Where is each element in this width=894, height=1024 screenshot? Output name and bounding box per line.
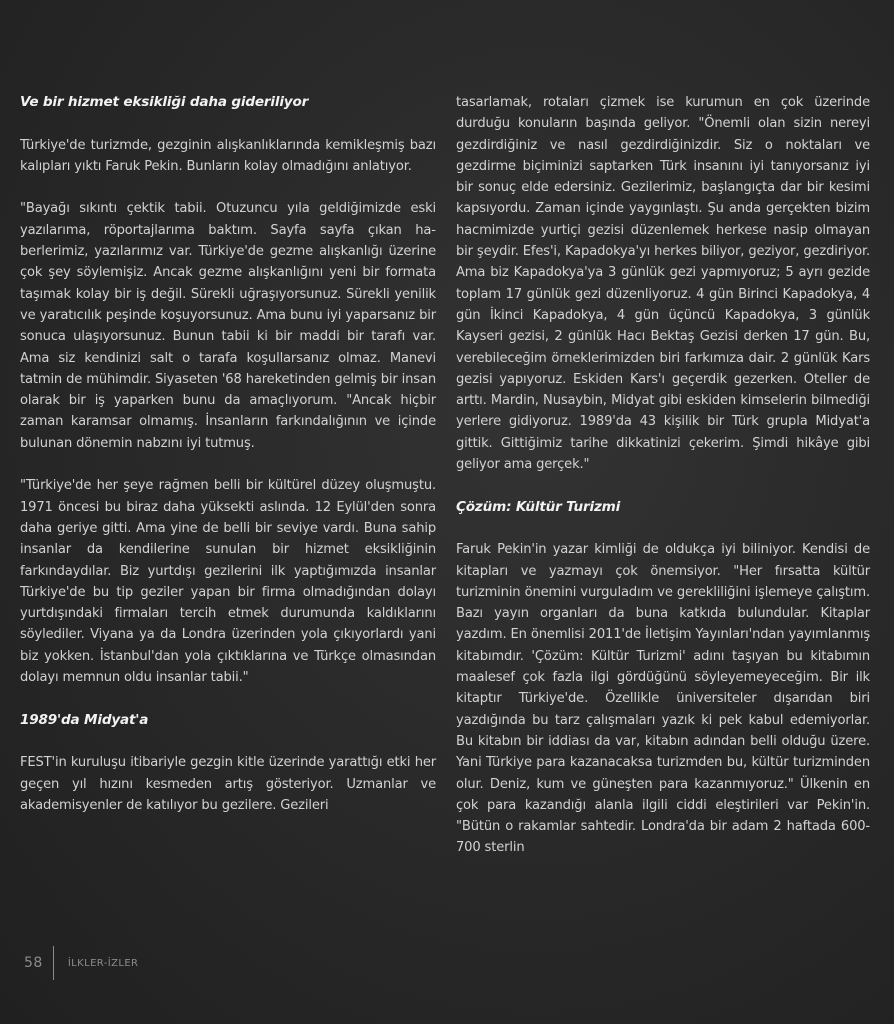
paragraph: "Bayağı sıkıntı çektik tabii. Otuzuncu yıla geldiğimizde eski yazılarıma, röportajlarıma baktım. Sayfa sayfa çıkan haberlerimiz, yazılarımız var. Türkiye'de gezme alışkanlığı üzerine çok şey söylemişiz. Ancak gezme alışkanlığını yeni bir formata taşımak kolay bir iş değil. Sürekli uğraşıyorsunuz. Sürekli yenilik ve yaratıcılık peşinde koşuyorsunuz. Ama bunu iyi yaparsanız bir sonuca ulaşıyorsunuz. Bunun tabii ki bir maddi bir tarafı var. Ama siz kendinizi salt o tarafa koşullarsanız olmaz. Manevi tatmin de mühimdir. Siyaseten '68 hareketinden gelmiş bir insan olarak bir iş yaparken bunu da amaçlıyorum. "Ancak hiçbir zaman karamsar olmamış. İnsanların farkındalığının ve içinde bulunan dönemin nabzını iyi tutmuş. xyxy=(20,201,436,451)
right-column xyxy=(456,92,870,880)
paragraph: Faruk Pekin'in yazar kimliği de oldukça iyi biliniyor. Kendisi de kitapları ve yazmayı çok önemsiyor. "Her fırsatta kültür turizminin önemini vurguladım ve gerekliliğini işlemeye çalıştım. Bazı yayın organları da buna katkıda bulundular. Kitaplar yazdım. En önemlisi 2011'de İletişim Yayınları'ndan yayımlanmış kitabımdır. 'Çözüm: Kültür Turizmi' adını taşıyan bu kitabımın maalesef çok fazla ilgi gördüğünü söyleyemeyeceğim. Bir ilk kitaptır Türkiye'de. Özellikle üniversiteler dışarıdan biri yazdığında bu tarz çalışmaları yazık ki pek kabul edemiyorlar. Bu kitabın bir iddiası da var, kitabın adından belli olduğu üzere. Yani Türkiye para kazanacaksa turizmden bu, kültür turizminden olur. Deniz, kum ve güneşten para kazanmıyoruz." Ülkenin en çok para kazandığı alanla ilgili ciddi eleştirileri var Pekin'in. "Bütün o rakamlar sahtedir. Londra'da bir adam 2 haftada 600-700 sterlin xyxy=(456,542,870,856)
page-number: 58 xyxy=(24,955,43,971)
section-heading-kultur-turizmi: Çözüm: Kültür Turizmi xyxy=(456,498,621,515)
journal-name: İLKLER-İZLER xyxy=(67,957,139,969)
paragraph: tasarlamak, rotaları çizmek ise kurumun en çok üzerinde durduğu konuların başında geliyor. "Önemli olan sizin nereyi gezdirdiğiniz ve nasıl gezdirdiğinizdir. Siz o noktaları ve gezdirme biçiminizi saptarken Türk insanını iyi tanıyorsanız iyi bir sonuç elde edersiniz. Gezilerimiz, başlangıçta dar bir kesimi kapsıyordu. Zaman içinde yaygınlaştı. Şu anda gerçekten bizim hacmimizde yurtiçi gezisi düzenlemek herkese nasip olmayan bir şeydir. Efes'i, Kapadokya'yı herkes biliyor, geziyor, gezdiriyor. Ama biz Kapadokya'ya 3 günlük gezi yapmıyoruz; 5 ayrı gezide toplam 17 günlük gezi düzenliyoruz. 4 gün Birinci Kapadokya, 4 gün İkinci Kapadokya, 4 gün üçüncü Kapadokya, 3 günlük Kayseri gezisi, 2 günlük Hacı Bektaş Gezisi derken 17 gün. Bu, verebileceğim örneklerimizden biri farkımıza dair. 2 günlük Kars gezisi yapıyoruz. Eskiden Kars'ı geçerdik gezerken. Oteller de arttı. Mardin, Nusaybin, Midyat gibi eskiden kimselerin bilmediği yerlere gidiyoruz. 1989'da 43 kişilik bir Türk grupla Midyat'a gittik. Gittiğimiz tarihe dikkatinizi çekerim. Şimdi hikâye gibi geliyor ama gerçek." xyxy=(456,95,870,473)
paragraph: FEST'in kuruluşu itibariyle gezgin kitle üzerinde yarattığı etki her geçen yıl hızını kesmeden artış gösteriyor. Uzmanlar ve akademisyenler de katılıyor bu gezilere. Gezileri xyxy=(20,755,436,813)
footer-divider xyxy=(53,946,54,980)
section-heading-midyat: 1989'da Midyat'a xyxy=(20,711,149,728)
section-heading-hizmet: Ve bir hizmet eksikliği daha gideriliyor xyxy=(20,94,309,110)
paragraph: "Türkiye'de her şeye rağmen belli bir kültürel düzey oluşmuştu. 1971 öncesi bu biraz daha yüksekti aslında. 12 Eylül'den sonra daha geriye gitti. Ama yine de belli bir seviye vardı. Buna sahip insanlar da kendilerine sunulan bir hizmet eksikliğinin farkındaydılar. Biz yurtdışı gezilerini ilk yaptığımızda insanlar Türkiye'de bu tip geziler yapan bir firma olmadığından dolayı yurtdışındaki firmaları tercih etmek durumunda kaldıklarını söylediler. Viyana ya da Londra üzerinden yola çıkıyorlardı yani biz yokken. İstanbul'dan yola çıktıklarına ve Türkçe olmasından dolayı memnun oldu insanlar tabii." xyxy=(20,478,436,686)
paragraph: Türkiye'de turizmde, gezginin alışkanlıklarında kemikleşmiş bazı kalıpları yıktı Faruk Pekin. Bunların kolay olmadığını anlatıyor. xyxy=(20,137,436,174)
left-column xyxy=(20,92,436,837)
page-footer xyxy=(24,948,138,978)
